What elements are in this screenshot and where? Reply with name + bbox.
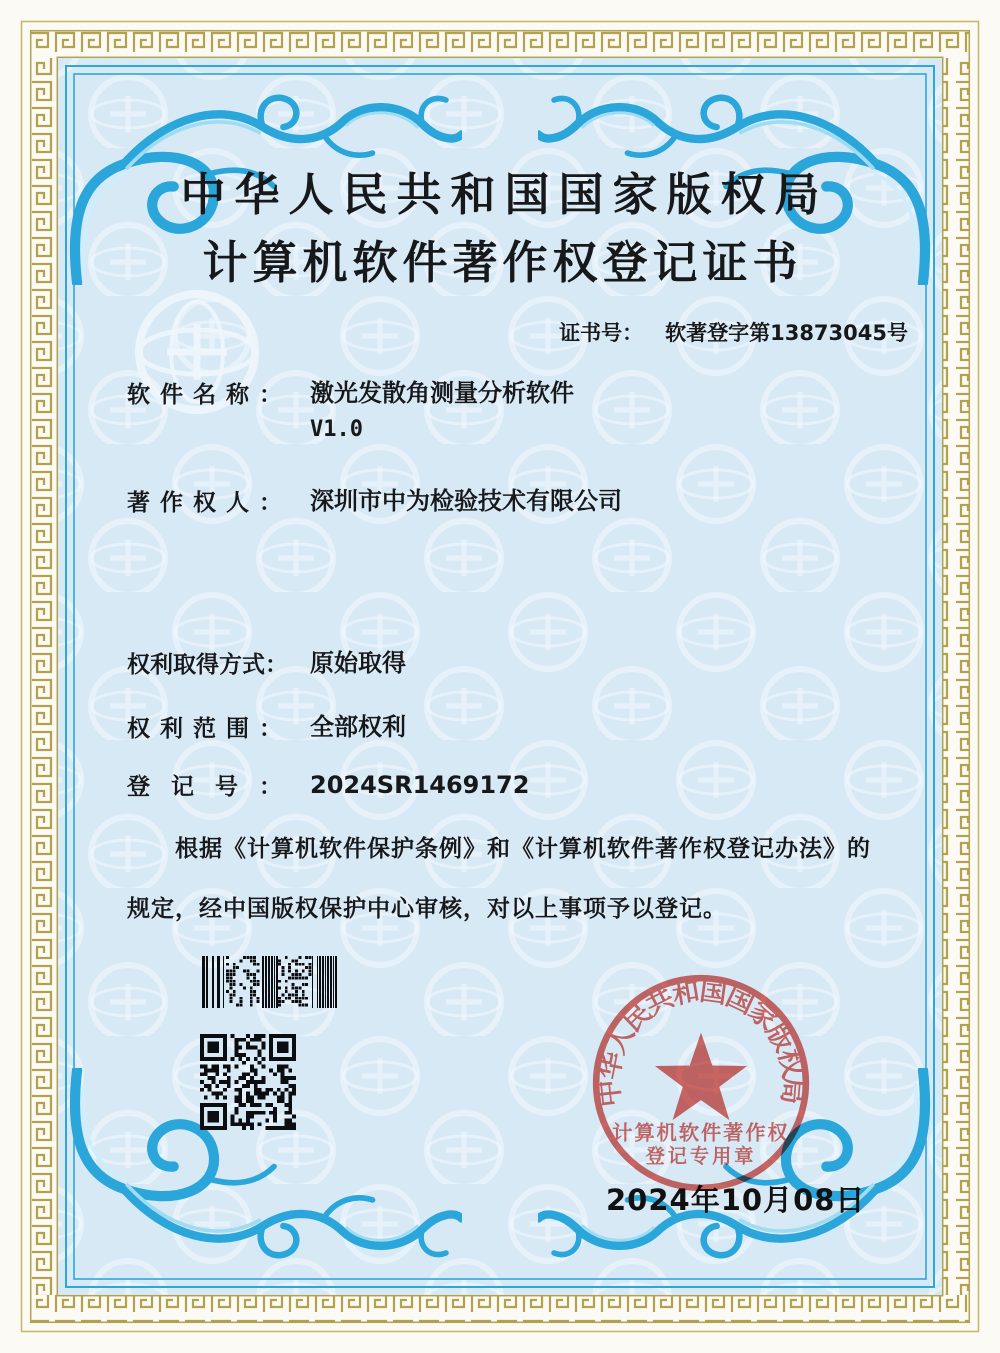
authority-title: 中华人民共和国国家版权局	[180, 168, 829, 221]
certificate-number	[559, 317, 908, 347]
official-seal	[580, 962, 822, 1204]
field-label: 权利范围：	[127, 716, 282, 742]
seal-inner-line-1: 计算机软件著作权	[612, 1120, 790, 1145]
seal-graphic	[580, 962, 822, 1204]
certificate-number-value: 软著登字第13873045号	[665, 321, 908, 345]
field-row-software-name	[127, 376, 574, 446]
certificate-title: 计算机软件著作权登记证书	[202, 236, 803, 289]
field-row-registration-number	[127, 768, 529, 803]
certificate-number-label: 证书号：	[559, 321, 644, 345]
field-label: 权利取得方式：	[127, 652, 288, 678]
field-row-rights-scope	[127, 710, 406, 745]
qr-code	[200, 1034, 296, 1130]
field-row-copyright-owner	[127, 484, 622, 519]
statement-line-1: 根据《计算机软件保护条例》和《计算机软件著作权登记办法》的	[175, 836, 871, 862]
seal-ring-text: 中华人民共和国国家版权局	[593, 975, 809, 1109]
barcode	[200, 956, 348, 1008]
field-value: 全部权利	[310, 713, 406, 741]
field-value: 深圳市中为检验技术有限公司	[310, 487, 622, 515]
field-row-acquisition-method	[127, 646, 406, 681]
issue-date: 2024年10月08日	[606, 1183, 866, 1217]
barcode-icon	[200, 956, 348, 1008]
field-label: 著作权人：	[127, 490, 282, 516]
field-value: 原始取得	[310, 649, 406, 677]
qr-icon	[200, 1034, 296, 1130]
field-label: 登记号：	[127, 774, 282, 800]
star-icon	[655, 1033, 747, 1121]
seal-inner-line-2: 登记专用章	[645, 1144, 757, 1168]
statement-line-2: 规定，经中国版权保护中心审核，对以上事项予以登记。	[127, 896, 727, 922]
field-value-version: V1.0	[310, 416, 363, 442]
field-value: 2024SR1469172	[310, 771, 530, 799]
field-value: 激光发散角测量分析软件 V1.0	[310, 379, 574, 442]
field-label: 软件名称：	[127, 382, 282, 408]
